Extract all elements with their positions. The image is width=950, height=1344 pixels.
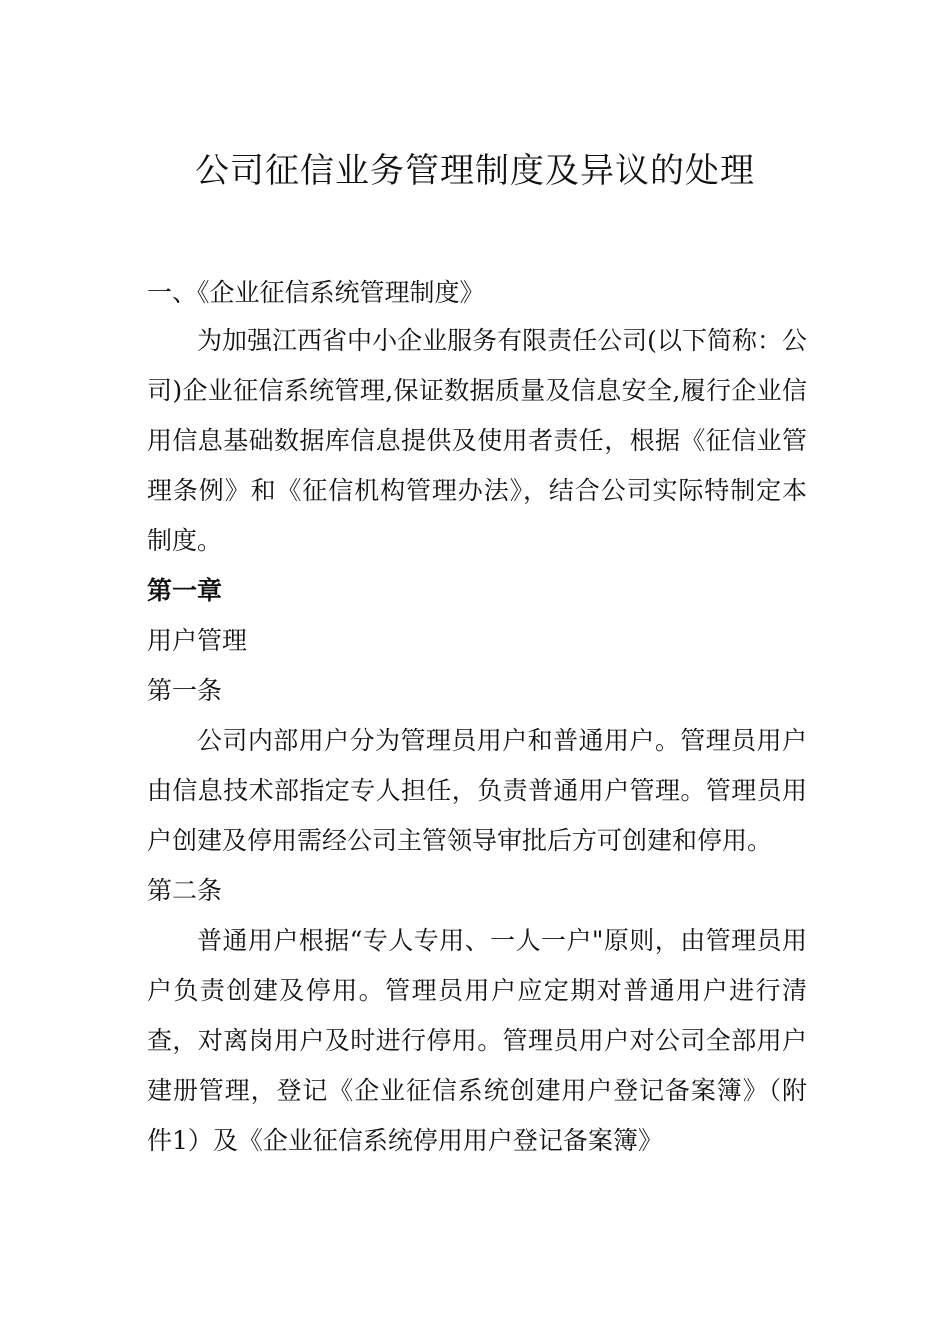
- chapter-label: 第一章: [147, 576, 223, 605]
- chapter-title: 用户管理: [147, 626, 248, 655]
- intro-paragraph: 为加强江西省中小企业服务有限责任公司(以下简称：公司)企业征信系统管理,保证数据质量及信息安全,履行企业信用信息基础数据库信息提供及使用者责任，根据《征信业管理条例》和《征信机构管理办法》，结合公司实际特制定本制度。: [147, 326, 807, 555]
- article-text: 公司内部用户分为管理员用户和普通用户。管理员用户由信息技术部指定专人担任，负责普通用户管理。管理员用户创建及停用需经公司主管领导审批后方可创建和停用。: [147, 726, 807, 855]
- article-label: 第二条: [147, 876, 223, 905]
- section-heading: 一、《企业征信系统管理制度》: [147, 278, 485, 307]
- article-label: 第一条: [147, 676, 223, 705]
- article-text: 普通用户根据“专人专用、一人一户"原则，由管理员用户负责创建及停用。管理员用户应定期对普通用户进行清查，对离岗用户及时进行停用。管理员用户对公司全部用户建册管理，登记《企业征信系统创建用户登记备案簿》（附件1）及《企业征信系统停用用户登记备案簿》: [147, 926, 807, 1155]
- document-title: 公司征信业务管理制度及异议的处理: [195, 151, 755, 191]
- document-body: [147, 316, 807, 1166]
